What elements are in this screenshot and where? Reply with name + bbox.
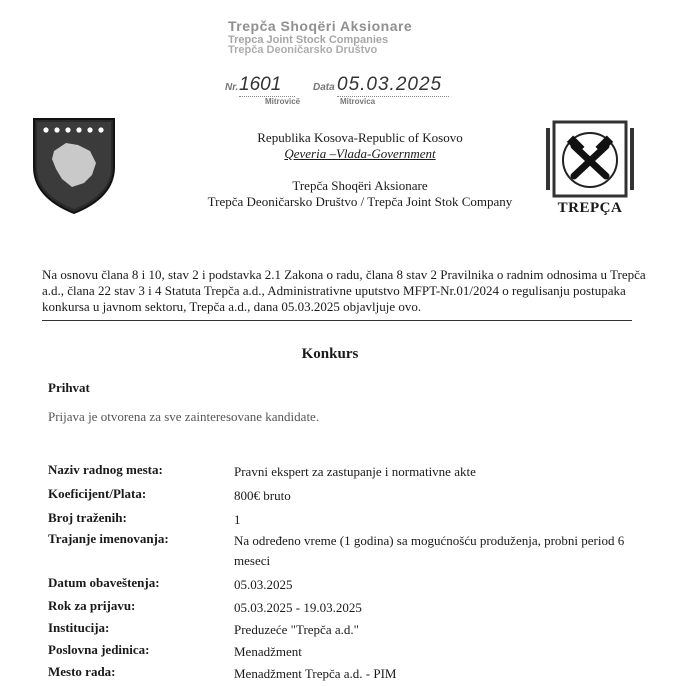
stamp-line-2: Trepca Joint Stock Companies (228, 34, 389, 46)
stamp-place-right: Mitrovica (340, 97, 376, 106)
detail-value: 800€ bruto (234, 488, 291, 503)
open-statement: Prijava je otvorena za sve zainteresovane kandidate. (48, 409, 320, 424)
detail-value: 1 (234, 512, 241, 527)
section-heading: Prihvat (48, 380, 90, 395)
document-header (150, 130, 570, 210)
kosovo-emblem-icon (32, 117, 116, 215)
stamp-number-date (225, 76, 465, 106)
detail-value: 05.03.2025 (234, 577, 293, 592)
stamp-line-1: Trepča Shoqëri Aksionare (228, 18, 413, 34)
header-line-3: Trepča Shoqëri Aksionare (292, 178, 428, 193)
detail-key: Rok za prijavu: (48, 598, 136, 613)
detail-value: Preduzeće "Trepča a.d." (234, 622, 359, 637)
stamp-date-label: Data (313, 82, 335, 93)
document-title: Konkurs (301, 346, 359, 362)
company-stamp (228, 18, 468, 56)
detail-value: Menadžment Trepča a.d. - PIM (234, 666, 397, 681)
intro-paragraph: Na osnovu člana 8 i 10, stav 2 i podstavka 2.1 Zakona o radu, člana 8 stav 2 Pravilnika o radnim odnosima u Trepča a.d., člana 22 stav 3 i 4 Statuta Trepča a.d., Administrativne uputstvo MFPT-Nr.01/2024 o regulisanju postupaka konkursa u javnom sektoru, Trepča a.d., dana 05.03.2025 objavljuje ovo. (42, 267, 646, 314)
header-line-4: Trepča Deoničarsko Društvo / Trepča Joint Stok Company (207, 194, 513, 209)
detail-value: Menadžment (234, 644, 302, 659)
stamp-nr-label: Nr. (225, 82, 239, 93)
detail-value: Na određeno vreme (1 godina) sa mogućnošću produženja, probni period 6 meseci (234, 533, 625, 568)
stamp-nr-value: 1601 (239, 74, 295, 97)
trepca-logo-text: TREPÇA (557, 200, 623, 216)
detail-value: 05.03.2025 - 19.03.2025 (234, 600, 362, 615)
detail-key: Koeficijent/Plata: (48, 486, 147, 501)
detail-key: Poslovna jedinica: (48, 642, 150, 657)
detail-key: Institucija: (48, 620, 110, 635)
stamp-line-3: Trepča Deoničarsko Društvo (228, 44, 378, 56)
detail-key: Datum obaveštenja: (48, 575, 160, 590)
detail-value: Pravni ekspert za zastupanje i normativne akte (234, 464, 476, 479)
detail-key: Broj traženih: (48, 510, 127, 525)
divider (42, 320, 632, 321)
stamp-place-left: Mitrovicë (265, 97, 301, 106)
detail-key: Trajanje imenovanja: (48, 531, 169, 546)
stamp-date-value: 05.03.2025 (337, 74, 449, 97)
detail-key: Mesto rada: (48, 664, 116, 679)
header-line-1: Republika Kosova-Republic of Kosovo (257, 130, 463, 145)
header-line-2: Qeveria –Vlada-Government (284, 146, 436, 161)
detail-key: Naziv radnog mesta: (48, 462, 163, 477)
